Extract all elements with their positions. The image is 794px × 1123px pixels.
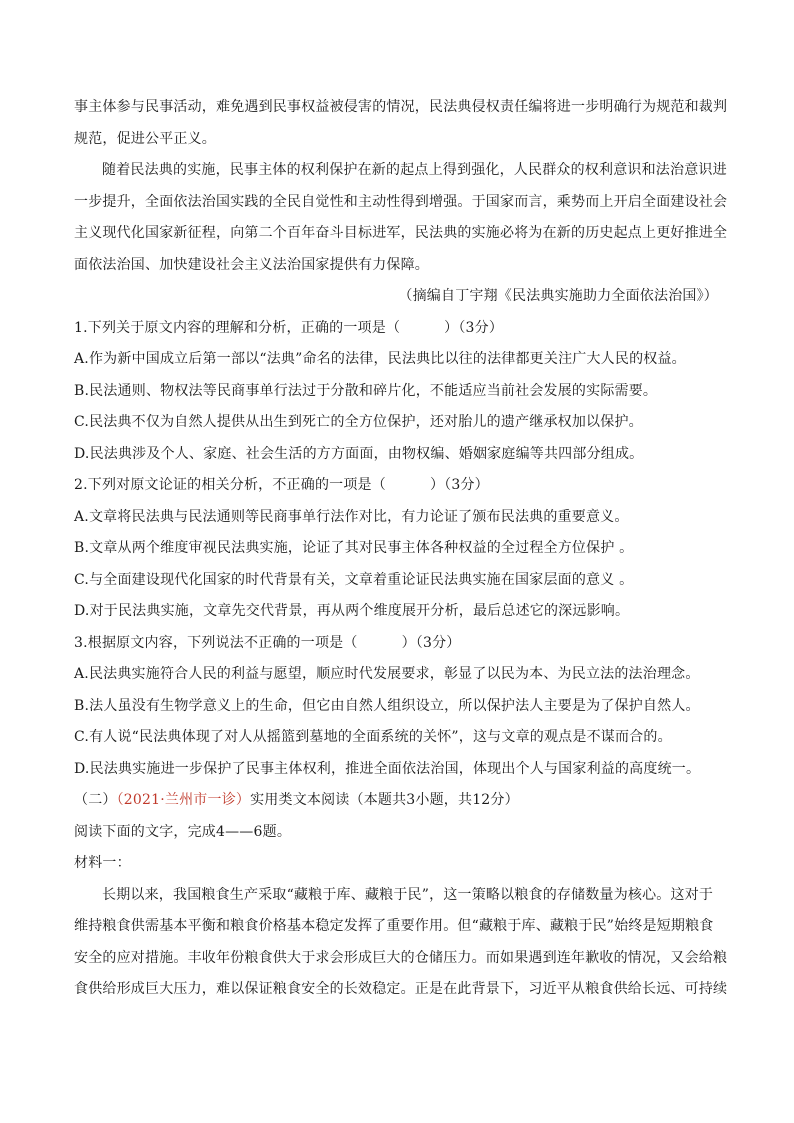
text-line: 事主体参与民事活动，难免遇到民事权益被侵害的情况，民法典侵权责任编将进一步明确行为规范和裁判	[74, 99, 728, 115]
question-stem-text: 3.根据原文内容，下列说法不正确的一项是（	[74, 634, 358, 651]
text-line: 规范，促进公平正义。	[74, 130, 216, 147]
material-label: 材料一：	[74, 855, 131, 871]
text-line: 安全的应对措施。丰收年份粮食供大于求会形成巨大的仓储压力。而如果遇到连年歉收的情况，又会给粮	[74, 949, 728, 966]
option-d: D.民法典实施进一步保护了民事主体权利，推进全面依法治国，体现出个人与国家利益的高度统一。	[74, 760, 701, 777]
option-b: B.法人虽没有生物学意义上的生命，但它由自然人组织设立，所以保护法人主要是为了保护自然人。	[74, 697, 700, 714]
section-title: 实用类文本阅读（本题共3小题，共12分）	[250, 792, 519, 808]
question-stem	[74, 628, 724, 660]
question-2	[74, 470, 724, 628]
option-c: C.有人说“民法典体现了对人从摇篮到墓地的全面系统的关怀”，这与文章的观点是不谋而合的。	[74, 729, 672, 745]
option-a: A.文章将民法典与民法通则等民商事单行法作对比，有力论证了颁布民法典的重要意义。	[74, 508, 629, 525]
section-heading	[74, 785, 724, 817]
section-2	[74, 785, 728, 1006]
text-line: 面依法治国、加快建设社会主义法治国家提供有力保障。	[74, 256, 429, 273]
option-a: A.作为新中国成立后第一部以“法典”命名的法律，民法典比以往的法律都更关注广大人民的权益。	[74, 351, 686, 367]
question-stem	[74, 313, 724, 345]
passage-paragraph-1	[74, 92, 728, 155]
question-3	[74, 628, 724, 786]
question-stem	[74, 470, 724, 502]
text-line: 一步提升，全面依法治国实践的全民自觉性和主动性得到增强。于国家而言，乘势而上开启全面建设社会	[74, 193, 728, 210]
text-line: 维持粮食供需基本平衡和粮食价格基本稳定发挥了重要作用。但“藏粮于库、藏粮于民”始终是短期粮食	[74, 918, 714, 934]
text-line: 随着民法典的实施，民事主体的权利保护在新的起点上得到强化，人民群众的权利意识和法治意识进	[102, 162, 727, 178]
document-page	[74, 92, 728, 1006]
option-b: B.民法通则、物权法等民商事单行法过于分散和碎片化，不能适应当前社会发展的实际需要。	[74, 382, 658, 399]
option-d: D.对于民法典实施，文章先交代背景，再从两个维度展开分析，最后总述它的深远影响。	[74, 603, 630, 619]
section-instruction: 阅读下面的文字，完成4——6题。	[74, 823, 292, 840]
question-score: ）（3分）	[429, 477, 489, 493]
question-stem-text: 2.下列对原文论证的相关分析，不正确的一项是（	[74, 477, 386, 493]
passage-source: （摘编自丁宇翔《民法典实施助力全面依法治国》）	[398, 288, 718, 304]
question-score: ）（3分）	[444, 319, 504, 336]
option-c: C.民法典不仅为自然人提供从出生到死亡的全方位保护，还对胎儿的遗产继承权加以保护。	[74, 414, 643, 430]
passage-paragraph-2	[74, 155, 728, 281]
question-1	[74, 313, 724, 471]
option-c: C.与全面建设现代化国家的时代背景有关，文章着重论证民法典实施在国家层面的意义 。	[74, 571, 634, 588]
text-line: 长期以来，我国粮食生产采取“藏粮于库、藏粮于民”，这一策略以粮食的存储数量为核心。这对于	[102, 886, 714, 903]
question-stem-text: 1.下列关于原文内容的理解和分析，正确的一项是（	[74, 319, 401, 336]
text-line: 食供给形成巨大压力，难以保证粮食安全的长效稳定。正是在此背景下，习近平从粮食供给长远、可持续	[74, 981, 728, 997]
option-b: B.文章从两个维度审视民法典实施，论证了其对民事主体各种权益的全过程全方位保护 。	[74, 540, 634, 556]
option-a: A.民法典实施符合人民的利益与愿望，顺应时代发展要求，彰显了以民为本、为民立法的法治理念。	[74, 666, 700, 682]
exam-source-tag: （2021·兰州市一诊）	[116, 792, 251, 808]
option-d: D.民法典涉及个人、家庭、社会生活的方方面面，由物权编、婚姻家庭编等共四部分组成。	[74, 445, 644, 462]
question-score: ）（3分）	[401, 634, 461, 651]
section-prefix: （二）	[74, 792, 117, 808]
text-line: 主义现代化国家新征程，向第二个百年奋斗目标进军，民法典的实施必将为在新的历史起点上更好推进全	[74, 225, 728, 241]
